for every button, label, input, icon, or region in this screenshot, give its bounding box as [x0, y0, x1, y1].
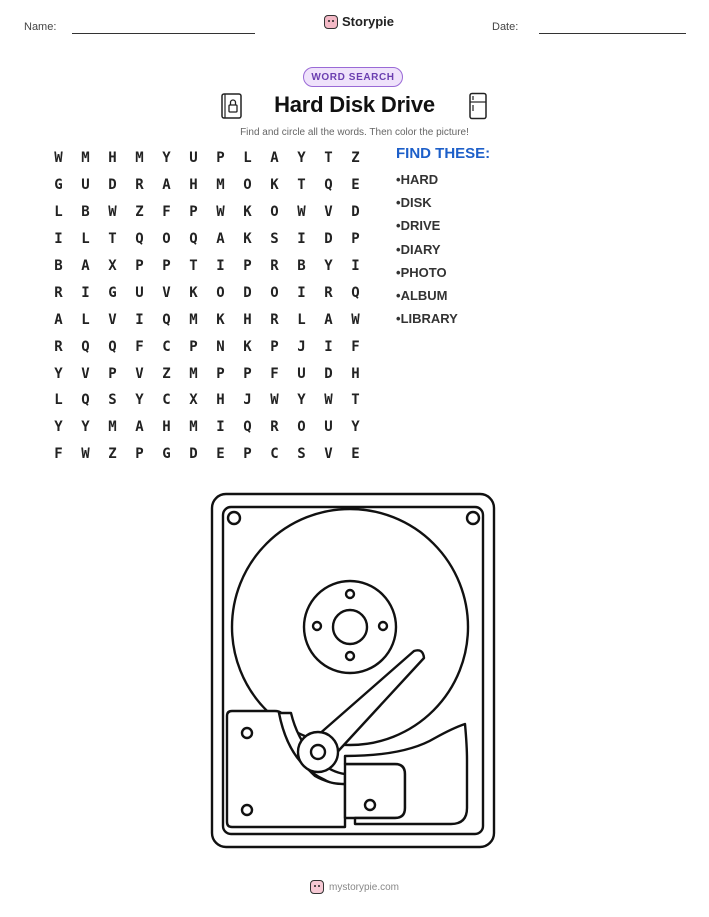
grid-letter[interactable]: L	[297, 311, 306, 328]
arm-pivot-center	[311, 745, 325, 759]
grid-letter[interactable]: H	[243, 311, 252, 328]
grid-letter[interactable]: P	[135, 446, 144, 463]
grid-letter[interactable]: M	[189, 419, 198, 436]
grid-letter[interactable]: L	[81, 311, 90, 328]
grid-letter[interactable]: Y	[162, 150, 171, 167]
grid-letter[interactable]: C	[162, 338, 171, 355]
grid-letter[interactable]: O	[216, 284, 225, 301]
grid-letter[interactable]: J	[297, 338, 306, 355]
grid-letter[interactable]: Z	[108, 446, 117, 463]
grid-letter[interactable]: P	[135, 258, 144, 274]
grid-letter[interactable]: D	[351, 204, 360, 221]
grid-letter[interactable]: P	[216, 150, 225, 167]
grid-letter[interactable]: T	[189, 258, 198, 274]
grid-letter[interactable]: V	[162, 284, 171, 301]
grid-letter[interactable]: E	[351, 177, 360, 194]
word-list-item: • HARD	[396, 172, 458, 195]
refrigerator-icon	[466, 92, 490, 120]
grid-letter[interactable]: I	[324, 338, 333, 355]
grid-letter[interactable]: Z	[135, 204, 144, 221]
grid-letter[interactable]: O	[243, 177, 252, 194]
grid-letter[interactable]: K	[189, 284, 198, 301]
board-screw	[242, 728, 252, 738]
grid-letter[interactable]: X	[108, 258, 117, 274]
grid-letter[interactable]: G	[108, 284, 117, 301]
grid-letter[interactable]: M	[189, 311, 198, 328]
grid-letter[interactable]: W	[81, 446, 90, 463]
grid-letter[interactable]: E	[216, 446, 225, 463]
grid-letter[interactable]: D	[243, 284, 252, 301]
grid-letter[interactable]: A	[270, 150, 279, 167]
grid-letter[interactable]: P	[189, 338, 198, 355]
instructions: Find and circle all the words. Then color the picture!	[240, 127, 469, 138]
word-list-item: • DIARY	[396, 242, 458, 265]
word-list-item: • LIBRARY	[396, 311, 458, 334]
grid-letter[interactable]: U	[81, 177, 90, 194]
spindle-center	[333, 610, 367, 644]
grid-letter[interactable]: K	[243, 231, 252, 248]
grid-letter[interactable]: P	[270, 338, 279, 355]
grid-letter[interactable]: D	[108, 177, 117, 194]
word-list-item: • DRIVE	[396, 218, 458, 241]
grid-letter[interactable]: P	[189, 204, 198, 221]
grid-letter[interactable]: Q	[81, 392, 90, 409]
grid-letter[interactable]: H	[108, 150, 117, 167]
grid-letter[interactable]: O	[162, 231, 171, 248]
grid-letter[interactable]: R	[270, 258, 279, 274]
page-title: Hard Disk Drive	[274, 92, 435, 117]
corner-screw	[228, 512, 240, 524]
grid-letter[interactable]: P	[351, 231, 360, 248]
grid-letter[interactable]: O	[270, 284, 279, 301]
storypie-logo-icon	[310, 880, 324, 894]
grid-letter[interactable]: G	[162, 446, 171, 463]
board-screw	[365, 800, 375, 810]
date-line[interactable]	[539, 33, 686, 34]
grid-letter[interactable]: T	[297, 177, 306, 194]
grid-letter[interactable]: Y	[54, 419, 63, 436]
grid-letter[interactable]: L	[81, 231, 90, 248]
grid-letter[interactable]: K	[243, 338, 252, 355]
grid-letter[interactable]: K	[270, 177, 279, 194]
grid-letter[interactable]: P	[243, 446, 252, 463]
grid-letter[interactable]: U	[189, 150, 198, 167]
grid-letter[interactable]: W	[216, 204, 225, 221]
grid-letter[interactable]: Z	[162, 365, 171, 382]
word-search-badge: WORD SEARCH	[303, 67, 403, 87]
grid-letter[interactable]: R	[54, 284, 63, 301]
grid-letter[interactable]: V	[135, 365, 144, 382]
date-label: Date:	[492, 21, 519, 33]
grid-letter[interactable]: C	[270, 446, 279, 463]
grid-letter[interactable]: S	[270, 231, 279, 248]
grid-letter[interactable]: A	[162, 177, 171, 194]
grid-letter[interactable]: H	[351, 365, 360, 382]
grid-letter[interactable]: I	[351, 258, 360, 274]
grid-letter[interactable]: H	[216, 392, 225, 409]
grid-letter[interactable]: M	[81, 150, 90, 167]
grid-letter[interactable]: W	[297, 204, 306, 221]
grid-letter[interactable]: W	[54, 150, 63, 167]
grid-letter[interactable]: H	[189, 177, 198, 194]
grid-letter[interactable]: V	[324, 446, 333, 463]
grid-letter[interactable]: Y	[324, 258, 333, 274]
grid-letter[interactable]: W	[351, 311, 360, 328]
find-these-heading: FIND THESE:	[396, 145, 491, 162]
grid-letter[interactable]: Y	[297, 392, 306, 409]
grid-letter[interactable]: K	[243, 204, 252, 221]
grid-letter[interactable]: Q	[162, 311, 171, 328]
grid-letter[interactable]: I	[297, 231, 306, 248]
grid-letter[interactable]: P	[108, 365, 117, 382]
grid-letter[interactable]: L	[243, 150, 252, 167]
hub-screw	[313, 622, 321, 630]
grid-letter[interactable]: I	[216, 258, 225, 274]
grid-letter[interactable]: Y	[81, 419, 90, 436]
grid-letter[interactable]: V	[324, 204, 333, 221]
grid-letter[interactable]: I	[81, 284, 90, 301]
grid-letter[interactable]: M	[216, 177, 225, 194]
grid-letter[interactable]: Q	[351, 284, 360, 301]
grid-letter[interactable]: Q	[81, 338, 90, 355]
board-screw	[242, 805, 252, 815]
word-list-item: • DISK	[396, 195, 458, 218]
grid-letter[interactable]: O	[270, 204, 279, 221]
grid-letter[interactable]: V	[108, 311, 117, 328]
hard-disk-drive-illustration	[205, 488, 503, 854]
word-list-item: • ALBUM	[396, 288, 458, 311]
grid-letter[interactable]: L	[54, 204, 63, 221]
brand	[324, 14, 394, 29]
name-line[interactable]	[72, 33, 255, 34]
grid-letter[interactable]: W	[270, 392, 279, 409]
grid-letter[interactable]: R	[54, 338, 63, 355]
grid-letter[interactable]: U	[297, 365, 306, 382]
grid-letter[interactable]: I	[297, 284, 306, 301]
grid-letter[interactable]: V	[81, 365, 90, 382]
grid-letter[interactable]: I	[135, 311, 144, 328]
grid-letter[interactable]: A	[216, 231, 225, 248]
grid-letter[interactable]: W	[324, 392, 333, 409]
hub-screw	[346, 590, 354, 598]
grid-letter[interactable]: R	[270, 419, 279, 436]
grid-letter[interactable]: Q	[324, 177, 333, 194]
grid-letter[interactable]: P	[243, 258, 252, 274]
grid-letter[interactable]: Y	[351, 419, 360, 436]
grid-letter[interactable]: A	[324, 311, 333, 328]
grid-letter[interactable]: Y	[297, 150, 306, 167]
grid-letter[interactable]: M	[108, 419, 117, 436]
grid-letter[interactable]: Y	[135, 392, 144, 409]
grid-letter[interactable]: R	[270, 311, 279, 328]
grid-letter[interactable]: M	[135, 150, 144, 167]
word-list	[396, 172, 458, 334]
grid-letter[interactable]: S	[297, 446, 306, 463]
grid-letter[interactable]: M	[189, 365, 198, 382]
grid-letter[interactable]: Q	[135, 231, 144, 248]
grid-letter[interactable]: P	[216, 365, 225, 382]
word-list-item: • PHOTO	[396, 265, 458, 288]
brand-name: Storypie	[342, 14, 395, 29]
grid-letter[interactable]: Z	[351, 150, 360, 167]
hub-screw	[346, 652, 354, 660]
footer-url[interactable]: mystorypie.com	[328, 881, 399, 893]
grid-letter[interactable]: H	[162, 419, 171, 436]
grid-letter[interactable]: C	[162, 392, 171, 409]
grid-letter[interactable]: B	[297, 258, 306, 274]
grid-letter[interactable]: L	[54, 392, 63, 409]
grid-letter[interactable]: Q	[189, 231, 198, 248]
grid-letter[interactable]: X	[189, 392, 198, 409]
grid-letter[interactable]: D	[189, 446, 198, 463]
grid-letter[interactable]: W	[108, 204, 117, 221]
grid-letter[interactable]: N	[216, 338, 225, 355]
grid-letter[interactable]: U	[324, 419, 333, 436]
grid-letter[interactable]: S	[108, 392, 117, 409]
grid-letter[interactable]: T	[324, 150, 333, 167]
grid-letter[interactable]: F	[351, 338, 360, 355]
hub-screw	[379, 622, 387, 630]
grid-letter[interactable]: D	[324, 231, 333, 248]
grid-letter[interactable]: Y	[54, 365, 63, 382]
grid-letter[interactable]: B	[54, 258, 63, 274]
grid-letter[interactable]: P	[243, 365, 252, 382]
grid-letter[interactable]: B	[81, 204, 90, 221]
grid-letter[interactable]: Q	[243, 419, 252, 436]
grid-letter[interactable]: F	[270, 365, 279, 382]
storypie-logo-icon	[324, 15, 338, 29]
grid-letter[interactable]: A	[135, 419, 144, 436]
grid-letter[interactable]: K	[216, 311, 225, 328]
grid-letter[interactable]: T	[108, 231, 117, 248]
grid-letter[interactable]: I	[54, 231, 63, 248]
corner-screw	[467, 512, 479, 524]
letter-grid	[45, 145, 369, 468]
grid-letter[interactable]: I	[216, 419, 225, 436]
grid-letter[interactable]: J	[243, 392, 252, 409]
grid-letter[interactable]: E	[351, 446, 360, 463]
grid-letter[interactable]: R	[135, 177, 144, 194]
grid-letter[interactable]: P	[162, 258, 171, 274]
grid-letter[interactable]: D	[324, 365, 333, 382]
grid-letter[interactable]: R	[324, 284, 333, 301]
grid-letter[interactable]: Q	[108, 338, 117, 355]
grid-letter[interactable]: A	[54, 311, 63, 328]
grid-letter[interactable]: A	[81, 258, 90, 274]
grid-letter[interactable]: U	[135, 284, 144, 301]
connector-block	[345, 764, 405, 818]
grid-letter[interactable]: G	[54, 177, 63, 194]
grid-letter[interactable]: F	[162, 204, 171, 221]
grid-letter[interactable]: F	[54, 446, 63, 463]
grid-letter[interactable]: O	[297, 419, 306, 436]
grid-letter[interactable]: T	[351, 392, 360, 409]
grid-letter[interactable]: F	[135, 338, 144, 355]
footer	[0, 880, 709, 894]
name-label: Name:	[24, 21, 57, 33]
